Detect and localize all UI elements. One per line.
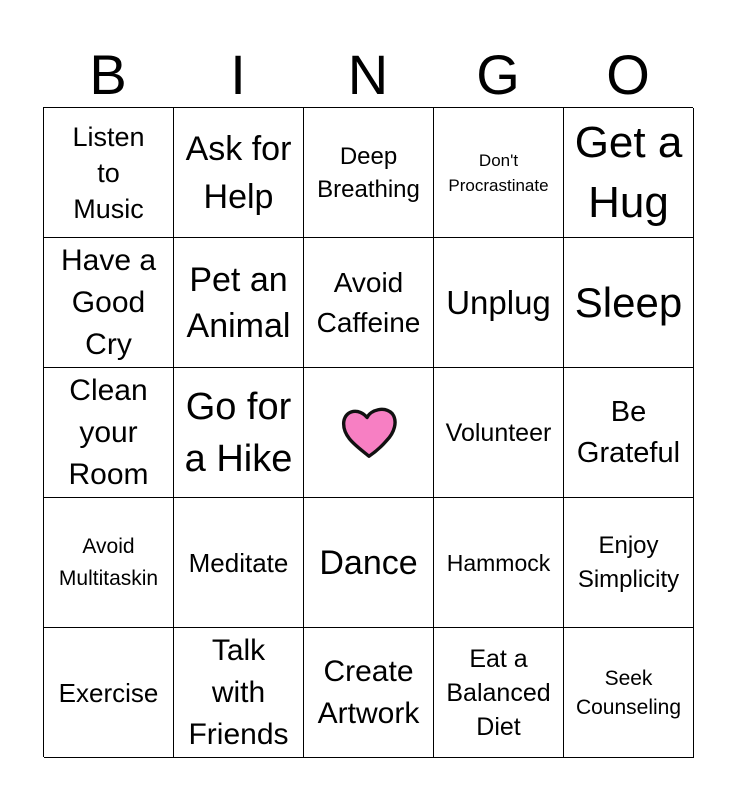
bingo-cell[interactable] [564,108,694,238]
cell-text: Don't Procrastinate [448,150,549,195]
header-letter-b: B [89,43,127,106]
bingo-cell[interactable] [304,238,434,368]
bingo-cell[interactable] [174,108,304,238]
bingo-cell[interactable] [174,628,304,758]
bingo-cell[interactable] [434,108,564,238]
bingo-cell[interactable] [44,238,174,368]
header-letter-n: N [347,43,389,106]
cell-text: Hammock [446,549,551,576]
cell-text: Volunteer [445,418,552,447]
header-letter-o: O [606,43,650,106]
cell-text: Deep Breathing [317,142,420,203]
bingo-cell[interactable] [434,498,564,628]
cell-text: Unplug [446,283,551,321]
cell-text: Clean your Room [68,373,149,491]
bingo-header [43,44,693,106]
bingo-cell[interactable] [174,368,304,498]
cell-text: Listen to Music [72,121,145,224]
bingo-cell[interactable] [304,628,434,758]
bingo-cell[interactable] [434,628,564,758]
header-letter-i: I [230,43,246,106]
cell-text: Avoid Multitaskin [58,534,159,590]
cell-text: Pet an Animal [186,260,291,345]
free-space-cell[interactable] [304,368,434,498]
bingo-cell[interactable] [174,238,304,368]
bingo-cell[interactable] [44,498,174,628]
bingo-cell[interactable] [304,498,434,628]
cell-text: Seek Counseling [575,666,682,719]
cell-text: Dance [319,543,418,582]
bingo-cell[interactable] [564,238,694,368]
bingo-cell[interactable] [434,238,564,368]
cell-text: Create Artwork [317,654,420,730]
cell-text: Talk with Friends [188,633,289,751]
cell-text: Meditate [188,547,289,578]
cell-text: Go for a Hike [184,385,293,480]
bingo-cell[interactable] [564,498,694,628]
cell-text: Enjoy Simplicity [577,531,680,593]
bingo-grid [43,107,693,757]
cell-text: Ask for Help [185,129,292,216]
bingo-cell[interactable] [44,368,174,498]
bingo-cell[interactable] [44,108,174,238]
bingo-cell[interactable] [304,108,434,238]
bingo-cell[interactable] [564,628,694,758]
cell-text: Get a Hug [574,117,683,227]
cell-text: Avoid Caffeine [316,266,421,338]
cell-text: Be Grateful [576,395,681,469]
bingo-cell[interactable] [174,498,304,628]
header-letter-g: G [476,43,520,106]
cell-text: Have a Good Cry [60,243,157,361]
cell-text: Sleep [574,278,683,326]
bingo-cell[interactable] [564,368,694,498]
cell-text: Eat a Balanced Diet [446,644,551,741]
bingo-cell[interactable] [44,628,174,758]
cell-text: Exercise [58,677,159,708]
heart-icon [338,402,400,464]
bingo-cell[interactable] [434,368,564,498]
